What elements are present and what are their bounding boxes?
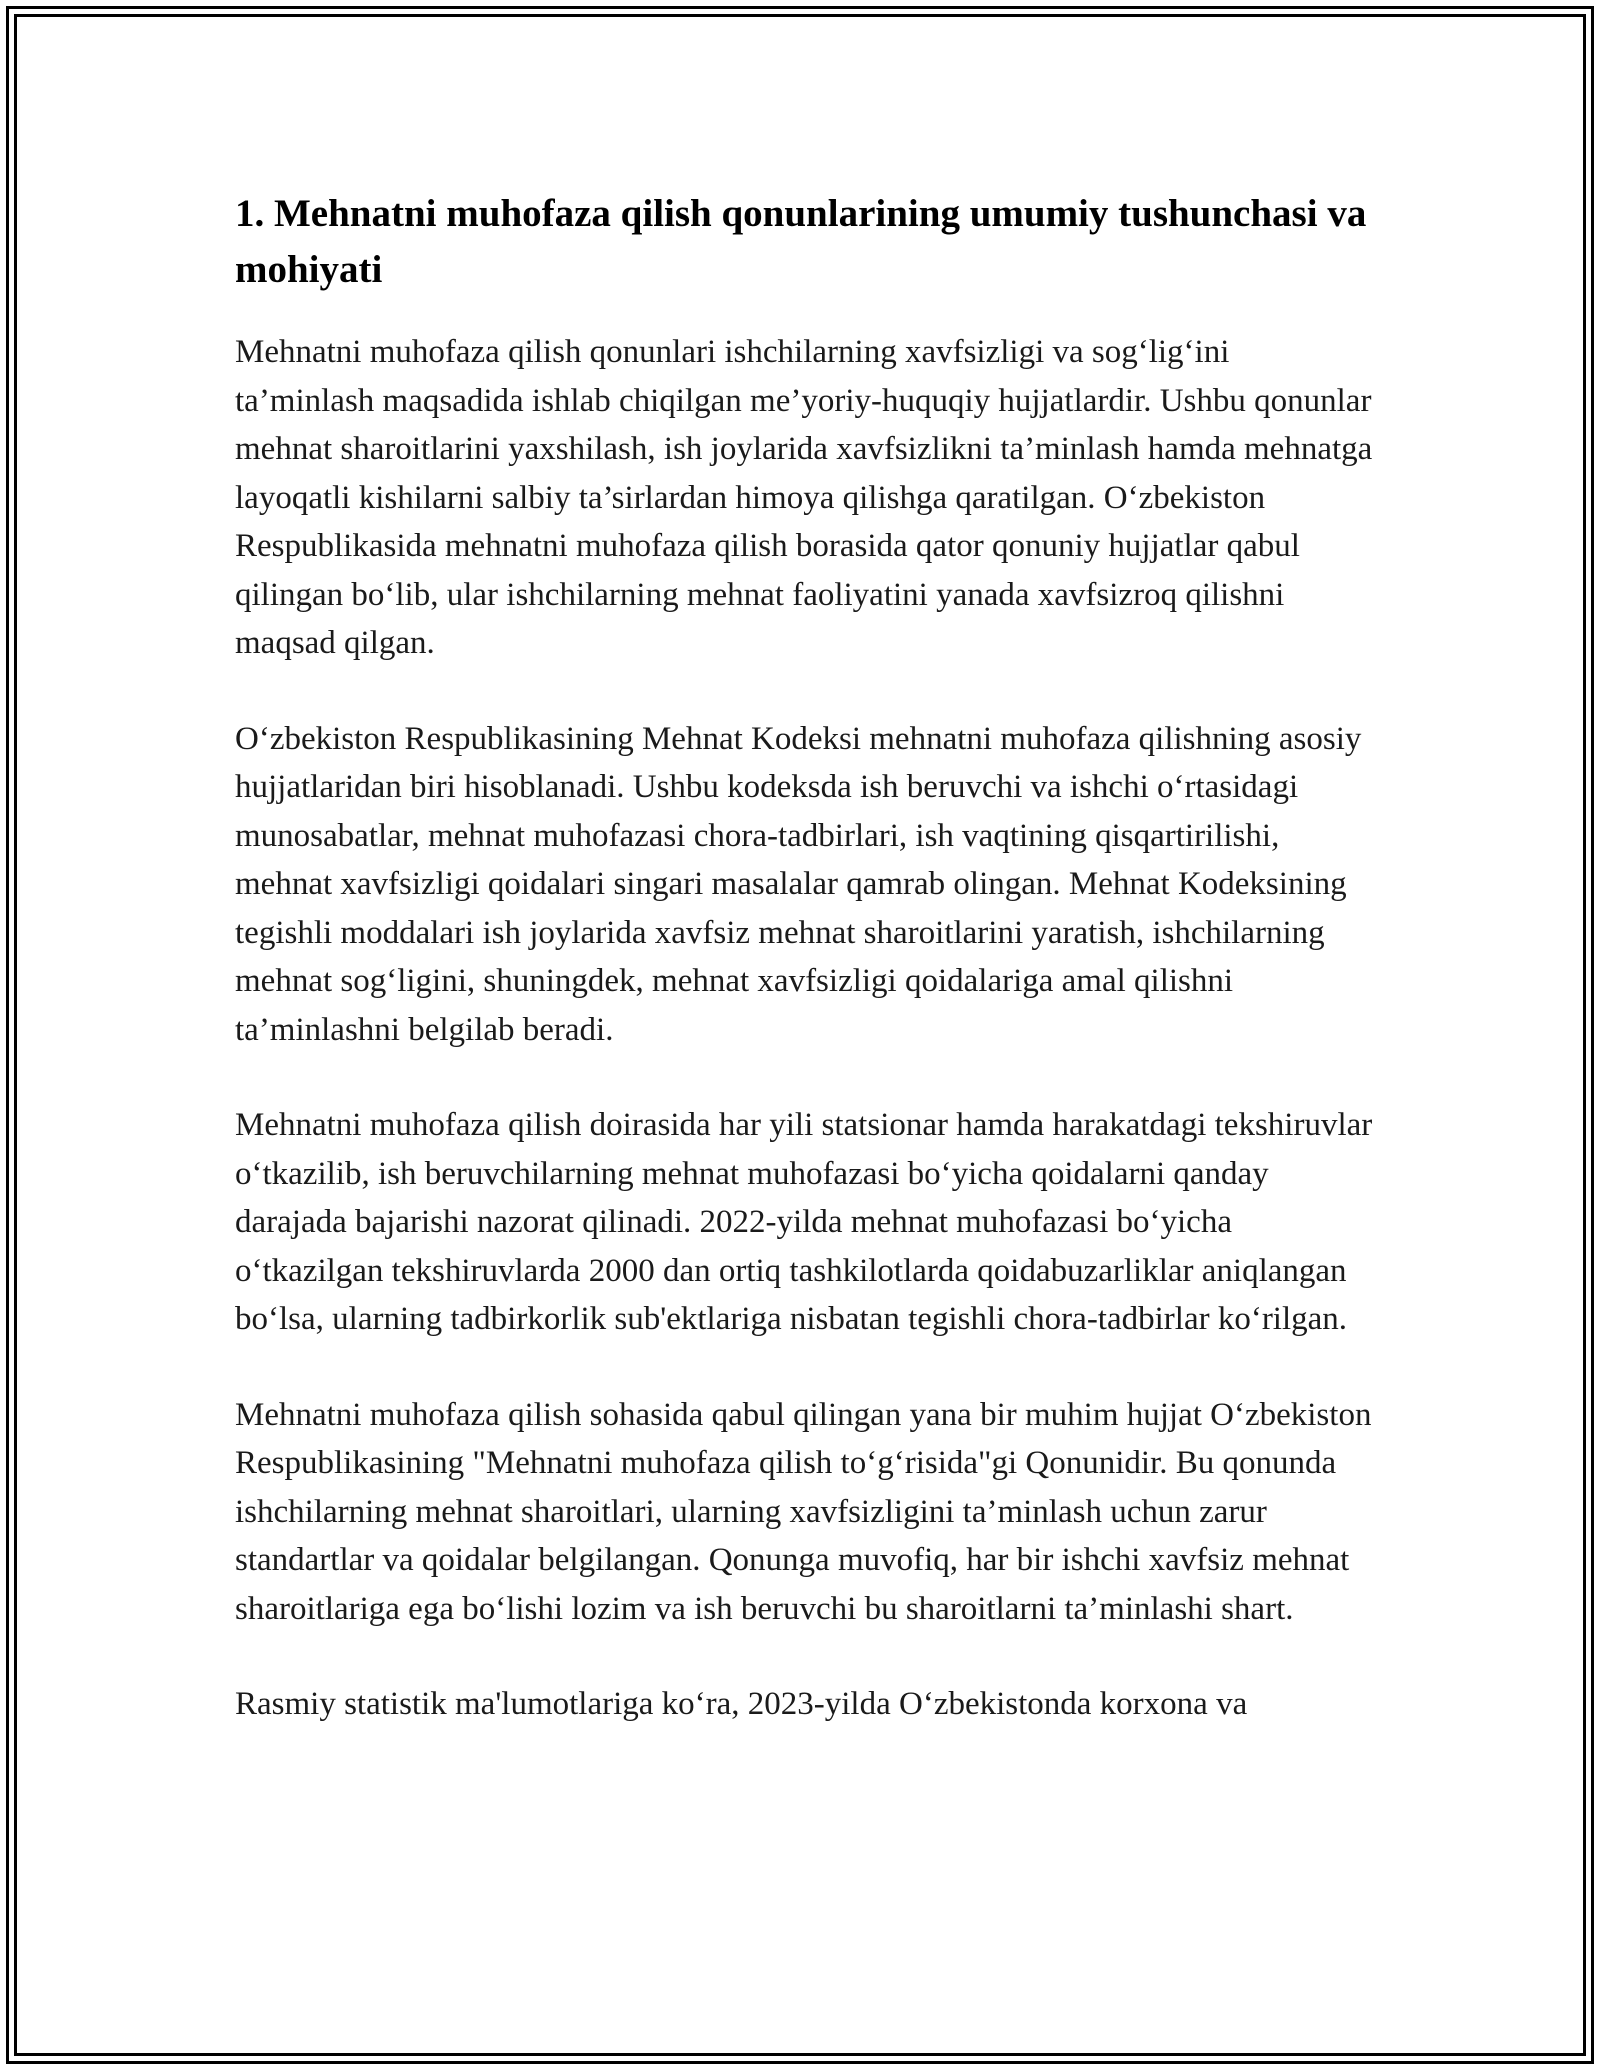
paragraph-statistics: Rasmiy statistik ma'lumotlariga ko‘ra, 2023-yilda O‘zbekistonda korxona va (235, 1686, 1248, 1722)
document-body (235, 186, 1375, 1776)
paragraph-inspections: Mehnatni muhofaza qilish doirasida har yili statsionar hamda harakatdagi tekshiruvlar o‘tkazilib, ish beruvchilarning mehnat muhofazasi bo‘yicha qoidalarni qanday darajada bajarishi nazorat qilinadi. 2022-yilda mehnat muhofazasi bo‘yicha o‘tkazilgan tekshiruvlarda 2000 dan ortiq tashkilotlarda qoidabuzarliklar aniqlangan bo‘lsa, ularning tadbirkorlik sub'ektlariga nisbatan tegishli chora-tadbirlar ko‘rilgan. (235, 1107, 1373, 1337)
paragraph-labor-code: O‘zbekiston Respublikasining Mehnat Kodeksi mehnatni muhofaza qilishning asosiy hujjatlaridan biri hisoblanadi. Ushbu kodeksda ish beruvchi va ishchi o‘rtasidagi munosabatlar, mehnat muhofazasi chora-tadbirlari, ish vaqtining qisqartirilishi, mehnat xavfsizligi qoidalari singari masalalar qamrab olingan. Mehnat Kodeksining tegishli moddalari ish joylarida xavfsiz mehnat sharoitlarini yaratish, ishchilarning mehnat sog‘ligini, shuningdek, mehnat xavfsizligi qoidalariga amal qilishni ta’minlashni belgilab beradi. (235, 720, 1362, 1048)
paragraph-intro: Mehnatni muhofaza qilish qonunlari ishchilarning xavfsizligi va sog‘lig‘ini ta’minlash maqsadida ishlab chiqilgan me’yoriy-huquqiy hujjatlardir. Ushbu qonunlar mehnat sharoitlarini yaxshilash, ish joylarida xavfsizlikni ta’minlash hamda mehnatga layoqatli kishilarni salbiy ta’sirlardan himoya qilishga qaratilgan. O‘zbekiston Respublikasida mehnatni muhofaza qilish borasida qator qonuniy hujjatlar qabul qilingan bo‘lib, ular ishchilarning mehnat faoliyatini yanada xavfsizroq qilishni maqsad qilgan. (235, 334, 1373, 661)
section-heading: 1. Mehnatni muhofaza qilish qonunlarining umumiy tushunchasi va mohiyati (235, 192, 1367, 291)
paragraph-labor-protection-law: Mehnatni muhofaza qilish sohasida qabul qilingan yana bir muhim hujjat O‘zbekiston Respublikasining "Mehnatni muhofaza qilish to‘g‘risida"gi Qonunidir. Bu qonunda ishchilarning mehnat sharoitlari, ularning xavfsizligini ta’minlash uchun zarur standartlar va qoidalar belgilangan. Qonunga muvofiq, har bir ishchi xavfsiz mehnat sharoitlariga ega bo‘lishi lozim va ish beruvchi bu sharoitlarni ta’minlashi shart. (235, 1396, 1372, 1627)
